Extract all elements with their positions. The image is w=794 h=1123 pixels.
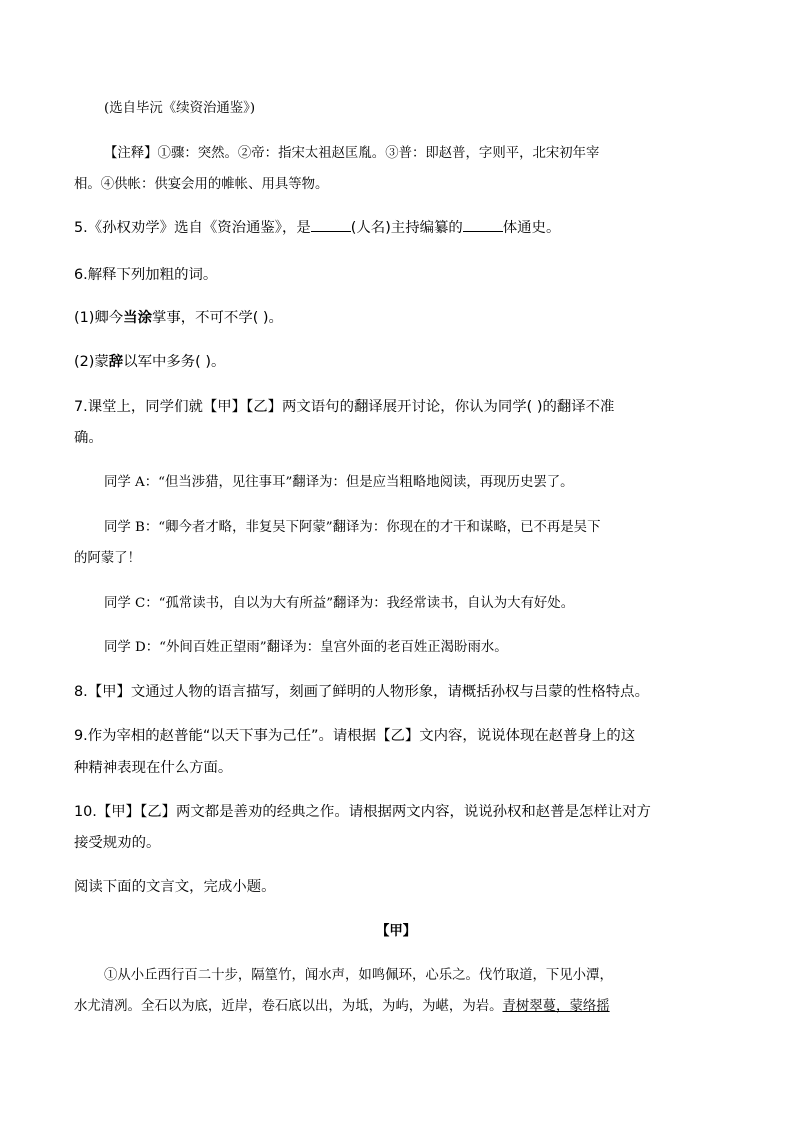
student-a-option: 同学 A：“但当涉猎，见往事耳”翻译为：但是应当粗略地阅读，再现历史罢了。	[104, 475, 574, 490]
q5-part3: 体通史。	[502, 220, 561, 236]
question-6-stem: 6.解释下列加粗的词。	[74, 267, 218, 283]
question-10-line-2: 接受规劝的。	[74, 835, 161, 851]
question-6-item-2	[74, 350, 225, 371]
student-d-option: 同学 D：“外间百姓正望雨”翻译为：皇宫外面的老百姓正渴盼雨水。	[104, 640, 508, 655]
annotation-line-1: 【注释】①骤：突然。②帝：指宋太祖赵匡胤。③普：即赵普，字则平，北宋初年宰	[104, 146, 600, 161]
student-b-option-line-2: 的阿蒙了！	[74, 551, 141, 566]
passage-line-2	[74, 995, 610, 1014]
passage-title: 【甲】	[376, 923, 417, 939]
passage-line-1: ①从小丘西行百二十步，隔篁竹，闻水声，如鸣佩环，心乐之。伐竹取道，下见小潭，	[104, 968, 613, 983]
question-10-line-1: 10.【甲】【乙】两文都是善劝的经典之作。请根据两文内容，说说孙权和赵普是怎样让对方	[74, 804, 651, 820]
q6-item2-pre: (2)蒙	[74, 354, 109, 370]
q5-part2: (人名)主持编纂的	[350, 220, 463, 236]
q5-blank-name	[311, 217, 351, 232]
q5-part1: 5.《孙权劝学》选自《资治通鉴》，是	[74, 220, 311, 236]
q6-item2-post: 以军中多务( )。	[123, 354, 226, 370]
question-9-line-2: 种精神表现在什么方面。	[74, 760, 233, 776]
q6-item1-pre: (1)卿今	[74, 310, 124, 326]
question-9-line-1: 9.作为宰相的赵普能“以天下事为己任”。请根据【乙】文内容，说说体现在赵普身上的这	[74, 728, 636, 744]
question-7-line-1: 7.课堂上，同学们就【甲】【乙】两文语句的翻译展开讨论，你认为同学( )的翻译不准	[74, 399, 615, 415]
q6-item2-bold-word: 辞	[108, 354, 124, 370]
source-note: (选自毕沅《续资治通鉴》)	[104, 101, 256, 116]
passage-line-2-plain: 水尤清冽。全石以为底，近岸，卷石底以出，为坻，为屿，为嵁，为岩。	[74, 999, 503, 1014]
question-6-item-1	[74, 306, 283, 327]
question-7-line-2: 确。	[74, 430, 103, 446]
student-b-option-line-1: 同学 B：“卿今者才略，非复吴下阿蒙”翻译为：你现在的才干和谋略，已不再是吴下	[104, 520, 601, 535]
q5-blank-type	[463, 217, 503, 232]
q6-item1-post: 掌事，不可不学( )。	[151, 310, 283, 326]
annotation-line-2: 相。④供帐：供宴会用的帷帐、用具等物。	[74, 177, 329, 192]
question-5	[74, 216, 560, 237]
q6-item1-bold-word: 当涂	[123, 310, 152, 326]
question-8: 8.【甲】文通过人物的语言描写，刻画了鲜明的人物形象，请概括孙权与吕蒙的性格特点。	[74, 684, 649, 700]
reading-intro: 阅读下面的文言文，完成小题。	[74, 879, 276, 895]
student-c-option: 同学 C：“孤常读书，自以为大有所益”翻译为：我经常读书，自认为大有好处。	[104, 596, 575, 611]
passage-line-2-underlined: 青树翠蔓，蒙络摇	[502, 999, 610, 1014]
